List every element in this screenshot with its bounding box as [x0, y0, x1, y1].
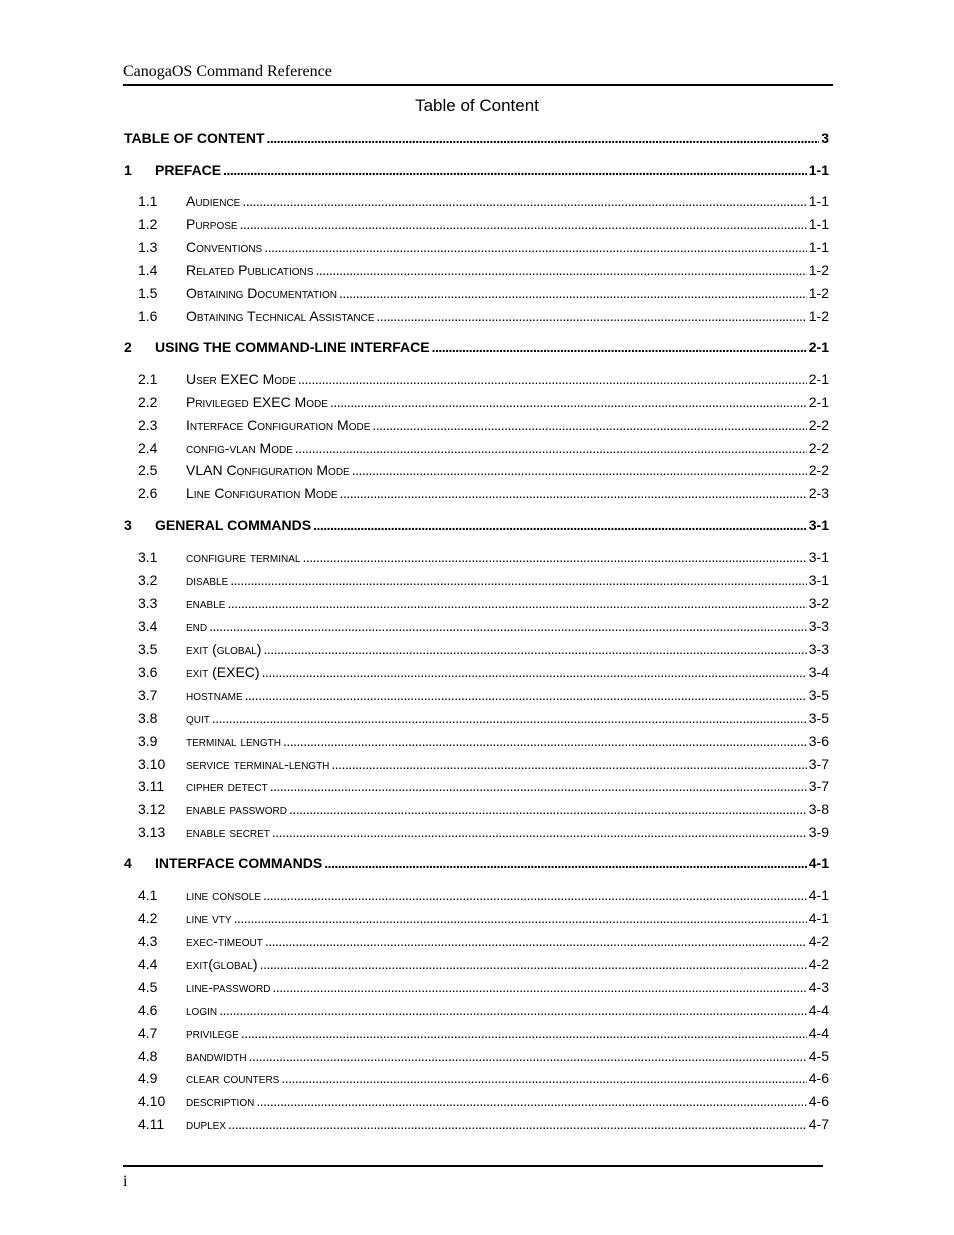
toc-entry[interactable] — [138, 1068, 829, 1088]
toc-entry-title: service terminal-length — [186, 756, 330, 772]
dot-leader — [340, 483, 807, 503]
dot-leader — [273, 977, 807, 997]
dot-leader — [256, 1091, 806, 1111]
toc-entry-title: exit(global) — [186, 956, 258, 972]
toc-entry-number: 4.11 — [138, 1116, 165, 1132]
dot-leader — [240, 214, 807, 234]
dot-leader — [245, 685, 807, 705]
toc-entry-page: 3-1 — [808, 572, 829, 588]
toc-entry-title: TABLE OF CONTENT — [124, 130, 265, 146]
toc-entry-title: Obtaining Documentation — [186, 285, 337, 301]
dot-leader — [330, 392, 807, 412]
dot-leader — [302, 547, 806, 567]
toc-entry-title: Obtaining Technical Assistance — [186, 308, 375, 324]
toc-entry[interactable] — [124, 128, 829, 148]
toc-entry-title: quit — [186, 710, 210, 726]
toc-entry-title: exec-timeout — [186, 933, 263, 949]
toc-entry-number: 1.4 — [138, 262, 158, 278]
toc-entry[interactable] — [138, 283, 829, 303]
toc-entry[interactable] — [138, 369, 829, 389]
toc-entry-page: 4-4 — [808, 1002, 829, 1018]
toc-entry-page: 3-5 — [808, 710, 829, 726]
toc-entry-title: line-password — [186, 979, 271, 995]
toc-entry-title: exit (global) — [186, 641, 262, 657]
toc-entry-number: 1.1 — [138, 193, 158, 209]
toc-entry-title: Audience — [186, 193, 241, 209]
dot-leader — [377, 306, 807, 326]
toc-entry[interactable] — [138, 438, 829, 458]
toc-entry-number: 4.2 — [138, 910, 158, 926]
toc-entry-number: 3.2 — [138, 572, 158, 588]
toc-entry-number: 4.5 — [138, 979, 158, 995]
toc-entry-title: privilege — [186, 1025, 239, 1041]
dot-leader — [230, 570, 807, 590]
dot-leader — [289, 799, 807, 819]
toc-entry-title: duplex — [186, 1116, 227, 1132]
toc-entry-number: 2.1 — [138, 371, 158, 387]
toc-entry-page: 4-5 — [808, 1048, 829, 1064]
toc-entry-page: 1-2 — [808, 262, 829, 278]
dot-leader — [265, 931, 807, 951]
toc-entry[interactable] — [138, 639, 829, 659]
toc-entry-page: 4-4 — [808, 1025, 829, 1041]
toc-entry-title: exit (EXEC) — [186, 664, 260, 680]
toc-entry-title: Privileged EXEC Mode — [186, 394, 328, 410]
toc-entry-title: Purpose — [186, 216, 238, 232]
toc-entry[interactable] — [138, 977, 829, 997]
toc-entry-page: 4-3 — [808, 979, 829, 995]
toc-entry[interactable] — [138, 547, 829, 567]
toc-entry-number: 3.9 — [138, 733, 158, 749]
toc-entry-number: 4.8 — [138, 1048, 158, 1064]
toc-entry[interactable] — [138, 260, 829, 280]
toc-entry-title: INTERFACE COMMANDS — [155, 855, 323, 871]
dot-leader — [262, 662, 807, 682]
toc-entry-title: Interface Configuration Mode — [186, 417, 371, 433]
dot-leader — [352, 460, 807, 480]
toc-entry-page: 3-1 — [808, 549, 829, 565]
toc-entry[interactable] — [138, 731, 829, 751]
toc-entry-number: 3.3 — [138, 595, 158, 611]
toc-entry[interactable] — [138, 237, 829, 257]
toc-entry-title: USING THE COMMAND-LINE INTERFACE — [155, 339, 430, 355]
dot-leader — [267, 128, 820, 148]
toc-entry[interactable] — [138, 306, 829, 326]
toc-entry-number: 1.2 — [138, 216, 158, 232]
toc-entry-title: description — [186, 1093, 255, 1109]
toc-entry-title: disable — [186, 572, 229, 588]
toc-entry-title: configure terminal — [186, 549, 301, 565]
toc-entry-title: bandwidth — [186, 1048, 247, 1064]
toc-entry-number: 1.3 — [138, 239, 158, 255]
toc-entry-title: enable secret — [186, 824, 270, 840]
toc-entry-page: 4-6 — [808, 1070, 829, 1086]
toc-entry-title: PREFACE — [155, 162, 222, 178]
toc-entry-number: 4.10 — [138, 1093, 166, 1109]
toc-entry[interactable] — [138, 570, 829, 590]
toc-entry[interactable] — [138, 415, 829, 435]
toc-entry-page: 2-1 — [808, 339, 829, 355]
toc-entry-number: 3.4 — [138, 618, 158, 634]
toc-entry[interactable] — [138, 593, 829, 613]
toc-entry-number: 2.4 — [138, 440, 158, 456]
toc-entry-page: 3-5 — [808, 687, 829, 703]
dot-leader — [272, 822, 807, 842]
toc-entry-number: 4.7 — [138, 1025, 158, 1041]
toc-entry-page: 3-4 — [808, 664, 829, 680]
toc-entry-title: Conventions — [186, 239, 263, 255]
dot-leader — [227, 593, 806, 613]
dot-leader — [295, 438, 807, 458]
toc-entry-page: 4-2 — [808, 956, 829, 972]
toc-entry-number: 3.8 — [138, 710, 158, 726]
toc-entry-number: 4.9 — [138, 1070, 158, 1086]
dot-leader — [242, 191, 806, 211]
toc-entry-page: 2-2 — [808, 417, 829, 433]
toc-entry-number: 4.3 — [138, 933, 158, 949]
dot-leader — [249, 1046, 807, 1066]
toc-entry-number: 3.6 — [138, 664, 158, 680]
toc-entry[interactable] — [138, 954, 829, 974]
toc-entry-page: 1-1 — [808, 162, 829, 178]
toc-entry[interactable] — [138, 616, 829, 636]
toc-entry[interactable] — [138, 662, 829, 682]
toc-entry-title: Line Configuration Mode — [186, 485, 338, 501]
dot-leader — [313, 515, 807, 535]
toc-entry-page: 4-1 — [808, 910, 829, 926]
toc-entry-title: clear counters — [186, 1070, 280, 1086]
toc-entry-page: 1-1 — [808, 193, 829, 209]
toc-entry-page: 4-6 — [808, 1093, 829, 1109]
toc-entry-page: 3-2 — [808, 595, 829, 611]
toc-entry-title: enable password — [186, 801, 287, 817]
toc-entry-number: 2.6 — [138, 485, 158, 501]
toc-entry-page: 4-7 — [808, 1116, 829, 1132]
dot-leader — [372, 415, 806, 435]
toc-entry[interactable] — [138, 483, 829, 503]
toc-entry[interactable] — [124, 515, 829, 535]
toc-entry[interactable] — [138, 392, 829, 412]
dot-leader — [339, 283, 807, 303]
toc-entry-number: 3.11 — [138, 778, 165, 794]
toc-entry-page: 1-2 — [808, 308, 829, 324]
toc-entry[interactable] — [138, 685, 829, 705]
toc-entry[interactable] — [138, 799, 829, 819]
dot-leader — [264, 237, 807, 257]
toc-entry-number: 1 — [124, 162, 132, 178]
toc-entry-title: hostname — [186, 687, 243, 703]
toc-entry-title: User EXEC Mode — [186, 371, 296, 387]
toc-entry-page: 2-1 — [808, 371, 829, 387]
toc-entry[interactable] — [138, 1114, 829, 1134]
toc-entry-page: 3-3 — [808, 618, 829, 634]
toc-entry-page: 2-2 — [808, 440, 829, 456]
toc-entry-number: 2.5 — [138, 462, 158, 478]
toc-entry-number: 4.4 — [138, 956, 158, 972]
toc-heading: Table of Content — [415, 96, 539, 115]
footer-page-number: i — [123, 1173, 128, 1190]
toc-entry-page: 2-1 — [808, 394, 829, 410]
toc-entry[interactable] — [138, 1046, 829, 1066]
dot-leader — [281, 1068, 806, 1088]
toc-entry[interactable] — [138, 822, 829, 842]
dot-leader — [234, 908, 807, 928]
toc-entry-number: 4.1 — [138, 887, 158, 903]
toc-entry-title: end — [186, 618, 208, 634]
toc-entry[interactable] — [124, 853, 829, 873]
toc-entry[interactable] — [124, 160, 829, 180]
dot-leader — [270, 776, 807, 796]
toc-entry-number: 3.13 — [138, 824, 166, 840]
toc-entry-number: 3.1 — [138, 549, 158, 565]
toc-entry[interactable] — [138, 214, 829, 234]
toc-entry-page: 2-2 — [808, 462, 829, 478]
toc-entry-number: 3 — [124, 517, 132, 533]
toc-entry-page: 3-8 — [808, 801, 829, 817]
dot-leader — [228, 1114, 807, 1134]
dot-leader — [212, 708, 807, 728]
toc-entry-title: Related Publications — [186, 262, 314, 278]
toc-entry[interactable] — [138, 191, 829, 211]
toc-entry-title: GENERAL COMMANDS — [155, 517, 312, 533]
dot-leader — [432, 337, 807, 357]
dot-leader — [260, 954, 807, 974]
toc-entry-number: 3.7 — [138, 687, 158, 703]
toc-entry-number: 4 — [124, 855, 132, 871]
toc-entry-page: 1-1 — [808, 216, 829, 232]
toc-entry-page: 4-1 — [808, 855, 829, 871]
toc-entry-title: line vty — [186, 910, 232, 926]
toc-entry-number: 3.10 — [138, 756, 166, 772]
toc-entry-title: cipher detect — [186, 778, 268, 794]
toc-entry-title: line console — [186, 887, 262, 903]
toc-entry-title: terminal length — [186, 733, 282, 749]
toc-entry-number: 2 — [124, 339, 132, 355]
toc-entry-page: 1-2 — [808, 285, 829, 301]
toc-entry-number: 2.3 — [138, 417, 158, 433]
toc-entry-page: 3-1 — [808, 517, 829, 533]
toc-entry-title: enable — [186, 595, 226, 611]
toc-entry[interactable] — [138, 754, 829, 774]
toc-entry-number: 2.2 — [138, 394, 158, 410]
toc-entry[interactable] — [138, 931, 829, 951]
toc-entry-number: 3.12 — [138, 801, 166, 817]
toc-entry[interactable] — [138, 708, 829, 728]
dot-leader — [263, 639, 806, 659]
toc-entry-page: 3 — [821, 130, 829, 146]
dot-leader — [223, 160, 807, 180]
toc-entry-title: login — [186, 1002, 218, 1018]
toc-entry-page: 3-7 — [808, 756, 829, 772]
dot-leader — [209, 616, 807, 636]
toc-entry-title: VLAN Configuration Mode — [186, 462, 350, 478]
dot-leader — [315, 260, 806, 280]
toc-entry-page: 3-3 — [808, 641, 829, 657]
toc-entry[interactable] — [124, 337, 829, 357]
dot-leader — [263, 885, 807, 905]
document-title: CanogaOS Command Reference — [123, 63, 332, 80]
toc-entry-number: 3.5 — [138, 641, 158, 657]
toc-entry-page: 1-1 — [808, 239, 829, 255]
toc-entry-page: 4-1 — [808, 887, 829, 903]
toc-entry[interactable] — [138, 460, 829, 480]
toc-entry-page: 3-7 — [808, 778, 829, 794]
toc-entry[interactable] — [138, 1023, 829, 1043]
toc-entry[interactable] — [138, 1091, 829, 1111]
dot-leader — [298, 369, 807, 389]
toc-entry[interactable] — [138, 885, 829, 905]
toc-entry-title: config-vlan Mode — [186, 440, 293, 456]
toc-entry[interactable] — [138, 1000, 829, 1020]
dot-leader — [219, 1000, 807, 1020]
toc-entry[interactable] — [138, 776, 829, 796]
toc-entry-number: 1.6 — [138, 308, 158, 324]
toc-entry-page: 3-9 — [808, 824, 829, 840]
toc-entry-page: 3-6 — [808, 733, 829, 749]
toc-entry[interactable] — [138, 908, 829, 928]
toc-entry-page: 4-2 — [808, 933, 829, 949]
dot-leader — [241, 1023, 807, 1043]
toc-entry-number: 4.6 — [138, 1002, 158, 1018]
dot-leader — [331, 754, 806, 774]
toc-entry-page: 2-3 — [808, 485, 829, 501]
dot-leader — [324, 853, 807, 873]
toc-entry-number: 1.5 — [138, 285, 158, 301]
dot-leader — [283, 731, 807, 751]
footer-rule — [123, 1165, 823, 1167]
